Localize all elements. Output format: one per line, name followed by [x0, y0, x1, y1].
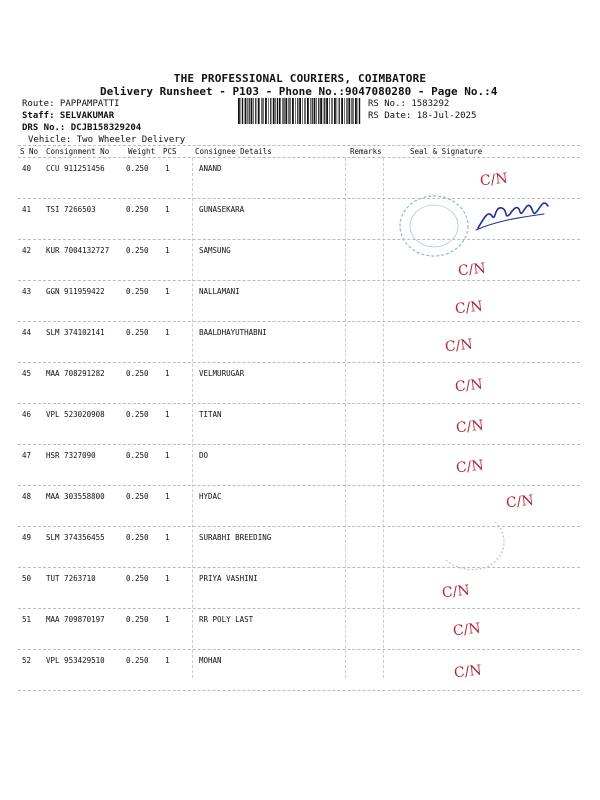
- barcode-bar: [251, 98, 253, 124]
- row-consignee: SURABHI BREEDING: [199, 533, 272, 542]
- row-consignee: DO: [199, 451, 209, 460]
- row-consignment-no: GGN 911959422: [46, 287, 105, 296]
- handwritten-mark: C/N: [441, 582, 471, 602]
- row-sno: 47: [22, 451, 32, 460]
- barcode-bar: [323, 98, 324, 124]
- row-sno: 52: [22, 656, 32, 665]
- row-pcs: 1: [165, 164, 170, 173]
- row-consignee: TITAN: [199, 410, 222, 419]
- row-pcs: 1: [165, 574, 170, 583]
- row-pcs: 1: [165, 287, 170, 296]
- row-separator: [18, 444, 580, 445]
- row-separator: [18, 321, 580, 322]
- row-sno: 49: [22, 533, 32, 542]
- row-consignee: HYDAC: [199, 492, 222, 501]
- runsheet-title: Delivery Runsheet - P103 - Phone No.:9047080280 - Page No.:4: [100, 85, 498, 98]
- signature: [474, 188, 554, 234]
- barcode-bar: [355, 98, 357, 124]
- row-consignment-no: VPL 953429510: [46, 656, 105, 665]
- vehicle-label: Vehicle: Two Wheeler Delivery: [28, 135, 186, 145]
- barcode-bar: [331, 98, 332, 124]
- barcode-bar: [358, 98, 359, 124]
- row-pcs: 1: [165, 246, 170, 255]
- barcode-bar: [299, 98, 301, 124]
- row-pcs: 1: [165, 615, 170, 624]
- barcode-bar: [326, 98, 328, 124]
- barcode-bar: [310, 98, 311, 124]
- row-weight: 0.250: [126, 410, 149, 419]
- barcode-bar: [245, 98, 247, 124]
- handwritten-mark: C/N: [505, 492, 535, 512]
- row-sno: 44: [22, 328, 32, 337]
- barcode-bar: [344, 98, 345, 124]
- row-weight: 0.250: [126, 533, 149, 542]
- barcode-bar: [275, 98, 276, 124]
- barcode-bar: [297, 98, 298, 124]
- barcode-bar: [277, 98, 278, 124]
- barcode-bar: [279, 98, 281, 124]
- barcode-bar: [258, 98, 260, 124]
- row-consignment-no: SLM 374102141: [46, 328, 105, 337]
- row-pcs: 1: [165, 369, 170, 378]
- barcode-bar: [351, 98, 352, 124]
- row-sno: 42: [22, 246, 32, 255]
- barcode-bar: [359, 98, 360, 124]
- staff-label: Staff: SELVAKUMAR: [22, 111, 115, 121]
- row-consignee: MOHAN: [199, 656, 222, 665]
- col-sno: S No: [20, 147, 39, 156]
- col-seal-signature: Seal & Signature: [410, 147, 483, 156]
- company-title: THE PROFESSIONAL COURIERS, COIMBATORE: [173, 72, 427, 85]
- barcode-bar: [273, 98, 275, 124]
- row-sno: 45: [22, 369, 32, 378]
- row-sno: 40: [22, 164, 32, 173]
- row-pcs: 1: [165, 328, 170, 337]
- barcode-bar: [337, 98, 338, 124]
- row-consignment-no: CCU 911251456: [46, 164, 105, 173]
- barcode-bar: [304, 98, 305, 124]
- col-weight: Weight: [128, 147, 156, 156]
- barcode-bar: [241, 98, 242, 124]
- column-divider: [345, 158, 346, 678]
- row-separator: [18, 403, 580, 404]
- row-sno: 41: [22, 205, 32, 214]
- barcode-bar: [242, 98, 243, 124]
- row-separator: [18, 362, 580, 363]
- row-separator: [18, 239, 580, 240]
- row-weight: 0.250: [126, 656, 149, 665]
- barcode-bar: [292, 98, 294, 124]
- row-weight: 0.250: [126, 164, 149, 173]
- row-consignee: BAALDHAYUTHABNI: [199, 328, 267, 337]
- row-weight: 0.250: [126, 246, 149, 255]
- col-pcs: PCS: [163, 147, 177, 156]
- row-consignment-no: KUR 7004132727: [46, 246, 110, 255]
- row-separator: [18, 485, 580, 486]
- row-separator: [18, 649, 580, 650]
- header-top-rule: [18, 145, 580, 146]
- barcode-bar: [288, 98, 289, 124]
- barcode-bar: [339, 98, 340, 124]
- row-sno: 46: [22, 410, 32, 419]
- barcode-bar: [324, 98, 325, 124]
- row-weight: 0.250: [126, 369, 149, 378]
- column-divider: [383, 158, 384, 678]
- row-weight: 0.250: [126, 287, 149, 296]
- barcode-bar: [307, 98, 309, 124]
- barcode-bar: [346, 98, 347, 124]
- barcode-bar: [334, 98, 336, 124]
- barcode-bar: [318, 98, 319, 124]
- row-consignment-no: TUT 7263710: [46, 574, 96, 583]
- handwritten-mark: C/N: [453, 662, 483, 682]
- row-weight: 0.250: [126, 451, 149, 460]
- row-consignment-no: MAA 709870197: [46, 615, 105, 624]
- row-consignment-no: VPL 523020908: [46, 410, 105, 419]
- barcode-bar: [312, 98, 313, 124]
- barcode-bar: [314, 98, 316, 124]
- row-pcs: 1: [165, 533, 170, 542]
- barcode-bar: [348, 98, 350, 124]
- handwritten-mark: C/N: [454, 298, 484, 318]
- barcode-bar: [255, 98, 256, 124]
- row-consignment-no: SLM 374356455: [46, 533, 105, 542]
- row-consignment-no: HSR 7327090: [46, 451, 96, 460]
- barcode-bar: [302, 98, 303, 124]
- row-weight: 0.250: [126, 574, 149, 583]
- barcode-bar: [253, 98, 254, 124]
- handwritten-mark: C/N: [455, 457, 485, 477]
- row-consignee: NALLAMANI: [199, 287, 240, 296]
- barcode-bar: [238, 98, 240, 124]
- barcode-bar: [341, 98, 343, 124]
- handwritten-mark: C/N: [457, 260, 487, 280]
- row-pcs: 1: [165, 205, 170, 214]
- col-consignee: Consignee Details: [195, 147, 272, 156]
- row-pcs: 1: [165, 492, 170, 501]
- barcode-bar: [285, 98, 287, 124]
- rs-number: RS No.: 1583292: [368, 99, 450, 109]
- row-consignee: ANAND: [199, 164, 222, 173]
- header-bottom-rule: [18, 157, 580, 158]
- column-divider: [192, 158, 193, 678]
- drs-label: DRS No.: DCJB158329204: [22, 123, 142, 133]
- row-consignee: SAMSUNG: [199, 246, 231, 255]
- handwritten-mark: C/N: [444, 336, 474, 356]
- row-consignee: VELMURUGAR: [199, 369, 245, 378]
- barcode-bar: [261, 98, 262, 124]
- handwritten-mark: C/N: [454, 376, 484, 396]
- row-weight: 0.250: [126, 205, 149, 214]
- barcode-bar: [283, 98, 284, 124]
- barcode-bar: [316, 98, 317, 124]
- barcode: [238, 98, 362, 124]
- barcode-bar: [268, 98, 269, 124]
- barcode-bar: [249, 98, 250, 124]
- handwritten-mark: C/N: [452, 620, 482, 640]
- barcode-bar: [320, 98, 322, 124]
- row-consignee: PRIYA VASHINI: [199, 574, 258, 583]
- barcode-bar: [295, 98, 296, 124]
- rs-date: RS Date: 18-Jul-2025: [368, 111, 477, 121]
- row-separator: [18, 280, 580, 281]
- row-pcs: 1: [165, 656, 170, 665]
- row-weight: 0.250: [126, 492, 149, 501]
- handwritten-mark: C/N: [455, 417, 485, 437]
- barcode-bar: [270, 98, 271, 124]
- handwritten-mark: C/N: [479, 170, 509, 190]
- row-sno: 48: [22, 492, 32, 501]
- row-pcs: 1: [165, 410, 170, 419]
- barcode-bar: [329, 98, 330, 124]
- row-consignee: RR POLY LAST: [199, 615, 254, 624]
- barcode-bar: [262, 98, 263, 124]
- row-sno: 50: [22, 574, 32, 583]
- faint-stamp: [440, 516, 510, 576]
- row-separator: [18, 690, 580, 691]
- seal-stamp: [396, 192, 476, 262]
- row-consignee: GUNASEKARA: [199, 205, 245, 214]
- barcode-bar: [265, 98, 267, 124]
- row-sno: 43: [22, 287, 32, 296]
- row-separator: [18, 608, 580, 609]
- row-consignment-no: MAA 303558800: [46, 492, 105, 501]
- barcode-bar: [289, 98, 290, 124]
- row-consignment-no: TSI 7266503: [46, 205, 96, 214]
- barcode-bar: [282, 98, 283, 124]
- row-weight: 0.250: [126, 328, 149, 337]
- row-weight: 0.250: [126, 615, 149, 624]
- col-consignment: Consignment No: [46, 147, 110, 156]
- barcode-bar: [247, 98, 248, 124]
- row-sno: 51: [22, 615, 32, 624]
- row-consignment-no: MAA 708291282: [46, 369, 105, 378]
- row-pcs: 1: [165, 451, 170, 460]
- barcode-bar: [352, 98, 353, 124]
- route-label: Route: PAPPAMPATTI: [22, 99, 120, 109]
- col-remarks: Remarks: [350, 147, 382, 156]
